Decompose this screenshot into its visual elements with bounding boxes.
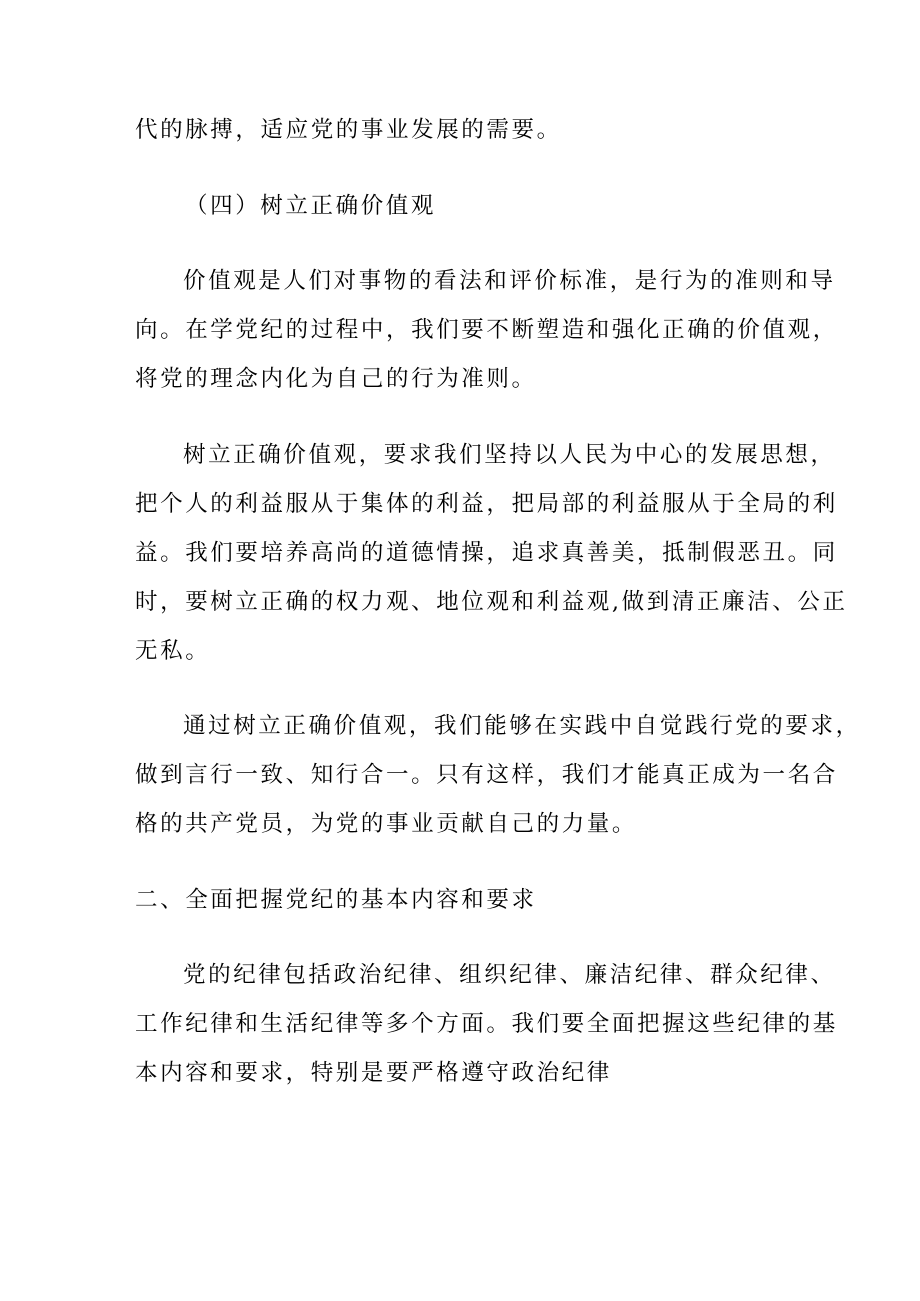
text-line: 格的共产党员，为党的事业贡献自己的力量。 bbox=[135, 811, 638, 837]
text-line: 将党的理念内化为自己的行为准则。 bbox=[135, 366, 537, 392]
text-line: 树立正确价值观，要求我们坚持以人民为中心的发展思想， bbox=[183, 442, 836, 468]
section-heading: （四）树立正确价值观 bbox=[185, 193, 437, 219]
text-line: 时，要树立正确的权力观、地位观和利益观,做到清正廉洁、公正 bbox=[135, 589, 848, 615]
text-line: 工作纪律和生活纪律等多个方面。我们要全面把握这些纪律的基 bbox=[135, 1011, 838, 1037]
text-line: 本内容和要求，特别是要严格遵守政治纪律 bbox=[135, 1060, 612, 1086]
text-line: 把个人的利益服从于集体的利益，把局部的利益服从于全局的利 bbox=[135, 491, 838, 517]
text-line: 无私。 bbox=[135, 638, 211, 664]
text-line: 益。我们要培养高尚的道德情操，追求真善美，抵制假恶丑。同 bbox=[135, 540, 838, 566]
text-line: 通过树立正确价值观，我们能够在实践中自觉践行党的要求， bbox=[183, 713, 861, 739]
text-line: 向。在学党纪的过程中，我们要不断塑造和强化正确的价值观， bbox=[135, 317, 838, 343]
text-line: 价值观是人们对事物的看法和评价标准，是行为的准则和导 bbox=[183, 268, 836, 294]
text-line: 代的脉搏，适应党的事业发展的需要。 bbox=[135, 117, 562, 143]
section-heading: 二、全面把握党纪的基本内容和要求 bbox=[135, 887, 537, 913]
text-line: 做到言行一致、知行合一。只有这样，我们才能真正成为一名合 bbox=[135, 762, 838, 788]
text-line: 党的纪律包括政治纪律、组织纪律、廉洁纪律、群众纪律、 bbox=[183, 962, 836, 988]
